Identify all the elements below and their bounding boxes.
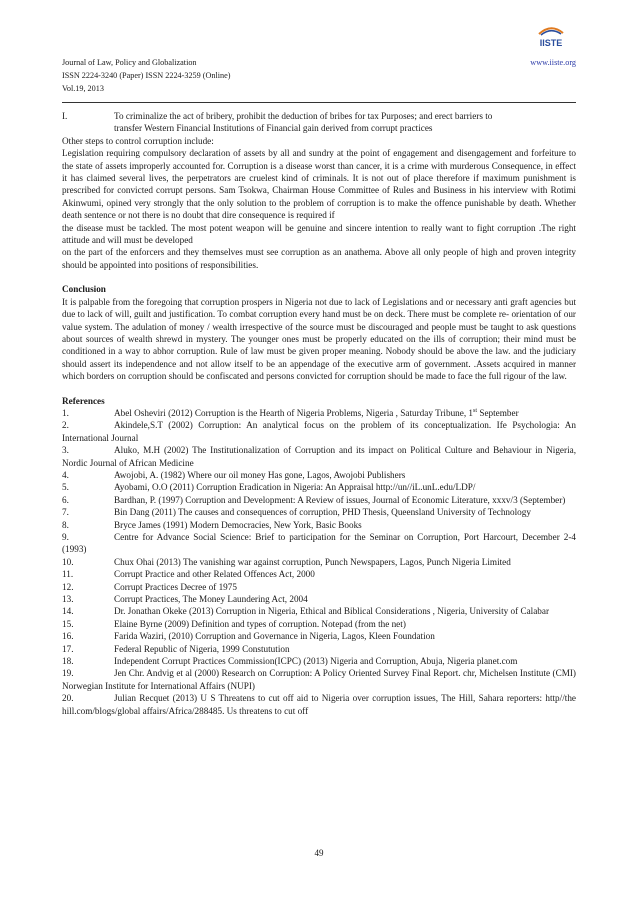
issn-line: ISSN 2224-3240 (Paper) ISSN 2224-3259 (Online): [62, 71, 231, 80]
journal-title: Journal of Law, Policy and Globalization: [62, 58, 197, 67]
reference-number: 9.: [62, 532, 69, 542]
reference-number: 11.: [62, 569, 74, 580]
reference-item: [62, 494, 576, 506]
reference-number: 2.: [62, 420, 69, 431]
reference-number: 16.: [62, 631, 74, 642]
reference-item: [62, 519, 576, 531]
reference-item: [62, 506, 576, 518]
reference-text: Bin Dang (2011) The causes and consequences of corruption, PHD Thesis, Queensland University of Technology: [114, 507, 531, 518]
reference-text: Dr. Jonathan Okeke (2013) Corruption in Nigeria, Ethical and Biblical Considerations , Nigeria, University of Calabar: [114, 606, 550, 617]
reference-item: [62, 655, 576, 667]
reference-item: [62, 469, 576, 481]
journal-header: [62, 56, 576, 95]
reference-item: [62, 630, 576, 642]
journal-url-link[interactable]: www.iiste.org: [530, 58, 576, 67]
reference-number: 12.: [62, 581, 74, 592]
reference-text: Corrupt Practices, The Money Laundering Act, 2004: [114, 594, 308, 605]
body-paragraph: the disease must be tackled. The most potent weapon will be genuine and sincere intention to really want to fight corruption .The right attitude and will must be developed: [62, 222, 576, 246]
reference-text: Julian Recquet (2013) U S Threatens to cut off aid to Nigeria over corruption issues, The Hill, Sahara reporters: http//the hill.com/blogs/global affairs/Africa/288485. Us threatens to cut off: [62, 693, 576, 716]
reference-text-tail: September: [477, 407, 519, 418]
reference-text: Akindele,S.T (2002) Corruption: An analytical focus on the problem of its conceptualization. Ife Psychologia: An International Journal: [62, 420, 576, 443]
reference-text: Independent Corrupt Practices Commission(ICPC) (2013) Nigeria and Corruption, Abuja, Nigeria planet.com: [114, 656, 518, 667]
reference-number: 6.: [62, 494, 69, 505]
reference-text: Ayobami, O.O (2011) Corruption Eradication in Nigeria: An Appraisal http://un//iL.unL.edu/LDP/: [114, 482, 476, 493]
reference-number: 4.: [62, 469, 69, 480]
conclusion-text: It is palpable from the foregoing that corruption prospers in Nigeria not due to lack of Legislations and or necessary anti graft agencies but due to lack of will, guilt and justification. To combat corruption every hand must be on deck. There must be complete re- orientation of our value system. The adulation of money / wealth irrespective of the source must be discouraged and people must be taught to ask questions about sources of wealth shrewd in mystery. The younger ones must be properly educated on the ills of corruption; their mind must be conditioned in a way to abhor corruption. Rule of law must be given proper meaning. Nobody should be above the law. and the judiciary should assert its independence and not allow itself to be an appendage of the executive arm of government. .Assets acquired in manner which borders on corruption should be confiscated and persons convicted for corruption should be made to face the full rigour of the law.: [62, 296, 576, 382]
item-continuation: transfer Western Financial Institutions of Financial gain derived from corrupt practices: [114, 123, 433, 134]
reference-number: 13.: [62, 594, 74, 605]
reference-item: [62, 556, 576, 568]
reference-item: [62, 581, 576, 593]
reference-item: [62, 481, 576, 493]
svg-text:IISTE: IISTE: [539, 38, 563, 48]
reference-text: Farida Waziri, (2010) Corruption and Governance in Nigeria, Lagos, Kleen Foundation: [114, 631, 435, 642]
reference-number: 3.: [62, 445, 69, 456]
item-number: I.: [62, 111, 68, 121]
reference-number: 5.: [62, 482, 69, 493]
reference-item: [62, 407, 576, 419]
header-divider: [62, 102, 576, 103]
reference-item: [62, 605, 576, 617]
body-paragraph: Legislation requiring compulsory declaration of assets by all and sundry at the point of engagement and disengagement and forfeiture to the state of assets improperly accounted for. Corruption is a disease worst than cancer, it is a crime with murderous Consequence, in effect it has claimed several lives, the perpetrators are cruelest kind of criminals. It is not out of place therefore if maximum punishment is prescribed for convicted corrupt persons. Sam Tsokwa, Chairman House Committee of Rules and Business in his interview with Rotimi Akinwumi, opined very strongly that the only solution to the problem of corruption is to make the offence punishable by death. Whether death sentence or not there is no doubt that dire consequence is required if: [62, 148, 576, 221]
reference-text: Bryce James (1991) Modern Democracies, New York, Basic Books: [114, 519, 362, 530]
reference-text: Centre for Advance Social Science: Brief to participation for the Seminar on Corruption, Port Harcourt, December 2-4 (1993): [62, 532, 576, 555]
reference-text: Corrupt Practice and other Related Offences Act, 2000: [114, 569, 315, 580]
page-content: [62, 110, 576, 717]
reference-number: 17.: [62, 643, 74, 654]
reference-text: Federal Republic of Nigeria, 1999 Constutution: [114, 643, 290, 654]
reference-item: [62, 444, 576, 469]
list-item: [62, 110, 576, 122]
references-heading: References: [62, 395, 105, 406]
reference-item: [62, 692, 576, 717]
reference-text: Corrupt Practices Decree of 1975: [114, 581, 237, 592]
reference-item: [62, 667, 576, 692]
reference-number: 20.: [62, 693, 74, 704]
item-text: To criminalize the act of bribery, prohibit the deduction of bribes for tax Purposes; and erect barriers to: [114, 111, 493, 121]
reference-text: Abel Osheviri (2012) Corruption is the Hearth of Nigeria Problems, Nigeria , Saturday Tribune, 1: [114, 407, 474, 418]
reference-text: Elaine Byrne (2009) Definition and types of corruption. Notepad (from the net): [114, 618, 406, 629]
iiste-logo: [531, 21, 571, 51]
reference-number: 10.: [62, 556, 74, 567]
reference-item: [62, 531, 576, 556]
reference-superscript: st: [473, 407, 478, 414]
reference-number: 18.: [62, 656, 74, 667]
body-paragraph: on the part of the enforcers and they themselves must see corruption as an anathema. Above all only people of high and proven integrity should be appointed into positions of responsibilities.: [62, 247, 576, 270]
reference-number: 1.: [62, 407, 69, 418]
reference-text: Bardhan, P. (1997) Corruption and Development: A Review of issues, Journal of Economic Literature, xxxv/3 (September): [114, 494, 566, 505]
reference-number: 14.: [62, 606, 74, 617]
reference-text: Chux Ohai (2013) The vanishing war against corruption, Punch Newspapers, Lagos, Punch Nigeria Limited: [114, 556, 511, 567]
reference-item: [62, 618, 576, 630]
reference-number: 8.: [62, 519, 69, 530]
reference-text: Aluko, M.H (2002) The Institutionalization of Corruption and its impact on Political Culture and Behaviour in Nigeria, Nordic Journal of African Medicine: [62, 445, 576, 468]
reference-number: 7.: [62, 507, 69, 518]
reference-item: [62, 419, 576, 444]
page-number: 49: [314, 848, 324, 858]
other-steps-line: Other steps to control corruption include:: [62, 135, 214, 146]
reference-text: Jen Chr. Andvig et al (2000) Research on Corruption: A Policy Oriented Survey Final Report. chr, Michelsen Institute (CMI) Norwegian Institute for International Affairs (NUPI): [62, 668, 576, 691]
conclusion-heading: Conclusion: [62, 284, 106, 295]
reference-item: [62, 593, 576, 605]
reference-item: [62, 568, 576, 580]
reference-number: 19.: [62, 668, 74, 679]
reference-number: 15.: [62, 618, 74, 629]
volume-line: Vol.19, 2013: [62, 84, 104, 93]
reference-text: Awojobi, A. (1982) Where our oil money Has gone, Lagos, Awojobi Publishers: [114, 469, 406, 480]
reference-item: [62, 643, 576, 655]
